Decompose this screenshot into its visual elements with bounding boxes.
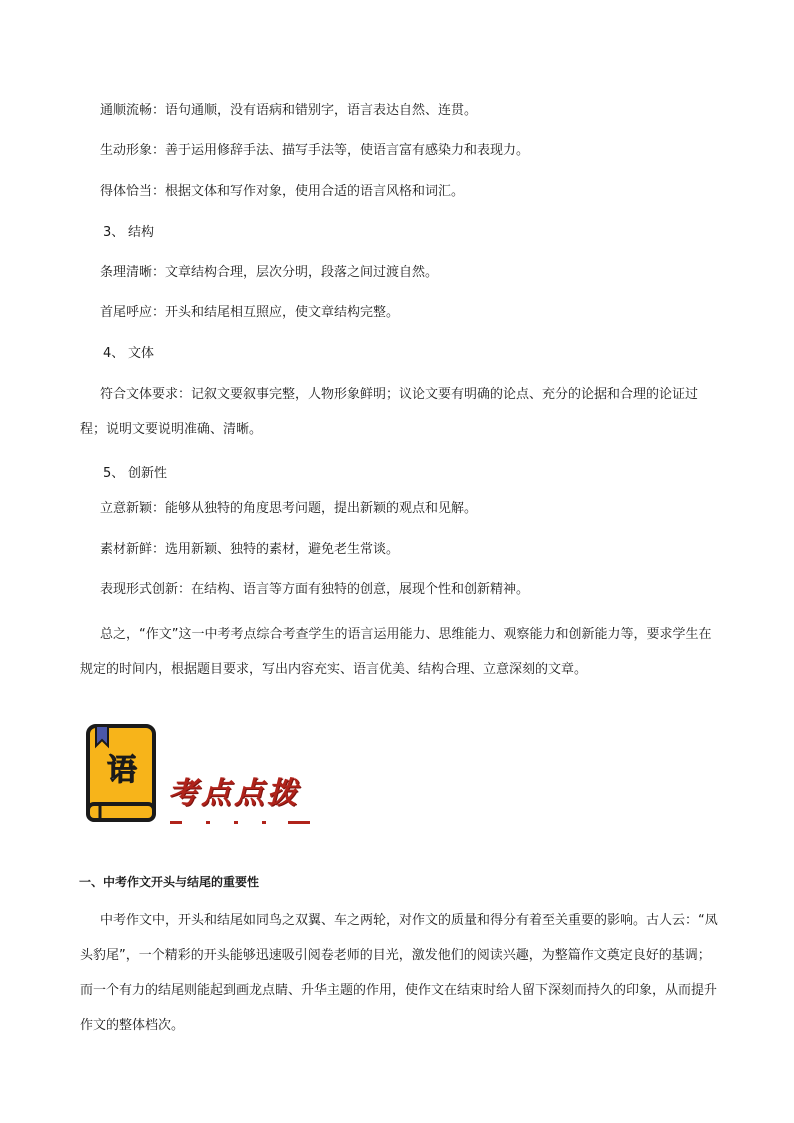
criterion-vivid: 生动形象：善于运用修辞手法、描写手法等，使语言富有感染力和表现力。 (100, 143, 530, 158)
criterion-fluency: 通顺流畅：语句通顺，没有语病和错别字，语言表达自然、连贯。 (100, 103, 478, 118)
criterion-novel-idea: 立意新颖：能够从独特的角度思考问题，提出新颖的观点和见解。 (100, 501, 478, 516)
decor-dash (170, 821, 182, 824)
section-body: 中考作文中，开头和结尾如同鸟之双翼、车之两轮，对作文的质量和得分有着至关重要的影响。古人云：“凤头豹尾”，一个精彩的开头能够迅速吸引阅卷老师的目光，激发他们的阅读兴趣，为整篇作文奠定良好的基调；而一个有力的结尾则能起到画龙点睛、升华主题的作用，使作文在结束时给人留下深刻而持久的印象，从而提升作文的整体档次。 (80, 913, 718, 1033)
heading-number-4: 4、 (103, 346, 125, 361)
heading-genre: 文体 (128, 346, 155, 361)
criterion-echo: 首尾呼应：开头和结尾相互照应，使文章结构完整。 (100, 305, 400, 320)
heading-structure: 结构 (128, 225, 155, 240)
heading-innovation: 创新性 (128, 466, 168, 481)
section-badge-title: 考点点拨 (168, 776, 300, 811)
heading-number-5: 5、 (103, 466, 125, 481)
book-icon-char: 语 (107, 753, 137, 788)
criterion-form-innovation: 表现形式创新：在结构、语言等方面有独特的创意，展现个性和创新精神。 (100, 582, 530, 597)
criterion-appropriate: 得体恰当：根据文体和写作对象，使用合适的语言风格和词汇。 (100, 184, 465, 199)
heading-number-3: 3、 (103, 225, 125, 240)
chinese-book-icon (86, 724, 158, 824)
criterion-fresh-material: 素材新鲜：选用新颖、独特的素材，避免老生常谈。 (100, 542, 400, 557)
criterion-genre-requirements: 符合文体要求：记叙文要叙事完整，人物形象鲜明；议论文要有明确的论点、充分的论据和合理的论证过程；说明文要说明准确、清晰。 (80, 387, 699, 437)
summary-paragraph: 总之，“作文”这一中考考点综合考查学生的语言运用能力、思维能力、观察能力和创新能力等，要求学生在规定的时间内，根据题目要求，写出内容充实、语言优美、结构合理、立意深刻的文章。 (80, 627, 712, 677)
decor-dot (234, 821, 238, 824)
section-heading: 一、中考作文开头与结尾的重要性 (79, 875, 260, 889)
decor-dot (206, 821, 210, 824)
criterion-clear-structure: 条理清晰：文章结构合理，层次分明，段落之间过渡自然。 (100, 265, 439, 280)
decor-dot (262, 821, 266, 824)
decor-dash (288, 821, 310, 824)
